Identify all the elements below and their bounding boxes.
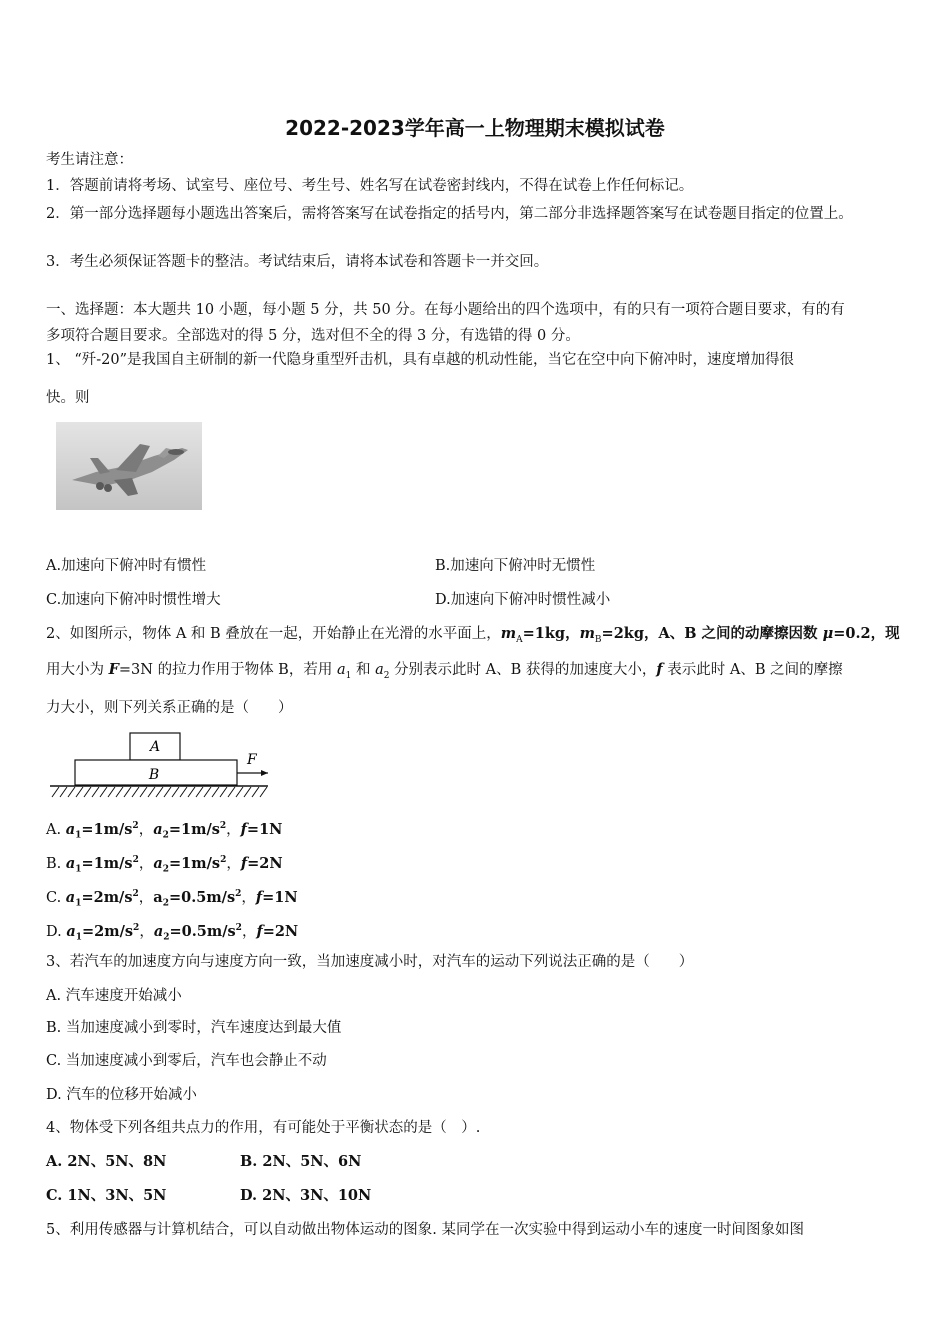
q2-option-a: A. $a_1=1m/s^2$，$a_2=1m/s^2$，f=1N bbox=[46, 820, 283, 841]
q1-option-d: D.加速向下俯冲时惯性减小 bbox=[435, 592, 611, 608]
q1-stem-line-2: 快。则 bbox=[46, 390, 90, 406]
q2-stem-line-3: 力大小，则下列关系正确的是（ ） bbox=[46, 700, 293, 716]
q2-stem-line-1: 2、如图所示，物体 A 和 B 叠放在一起，开始静止在光滑的水平面上，$m_A=1kg$，$m_B=2kg$，A、B 之间的动摩擦因数 μ=0.2，现 bbox=[46, 625, 900, 645]
q3-option-b: B. 当加速度减小到零时，汽车速度达到最大值 bbox=[46, 1020, 342, 1036]
page-title: 2022-2023学年高一上物理期末模拟试卷 bbox=[285, 116, 665, 140]
q1-option-b: B.加速向下俯冲时无惯性 bbox=[435, 558, 596, 574]
q4-option-a: A. 2N、5N、8N bbox=[46, 1153, 167, 1170]
q1-option-c: C.加速向下俯冲时惯性增大 bbox=[46, 592, 221, 608]
q4-option-d: D. 2N、3N、10N bbox=[240, 1187, 372, 1204]
q3-stem: 3、若汽车的加速度方向与速度方向一致，当加速度减小时，对汽车的运动下列说法正确的是（ ） bbox=[46, 954, 694, 970]
q2-option-c: C. $a_1=2m/s^2$，$a_2=0.5m/s^2$，f=1N bbox=[46, 888, 298, 909]
q2-option-d: D. $a_1=2m/s^2$，$a_2=0.5m/s^2$，f=2N bbox=[46, 922, 299, 943]
q2-option-b: B. $a_1=1m/s^2$，$a_2=1m/s^2$，f=2N bbox=[46, 854, 283, 875]
block-a-label: A bbox=[149, 739, 161, 755]
q3-option-d: D. 汽车的位移开始减小 bbox=[46, 1087, 197, 1103]
block-diagram bbox=[46, 728, 286, 800]
q4-option-b: B. 2N、5N、6N bbox=[240, 1153, 362, 1170]
q3-option-a: A. 汽车速度开始减小 bbox=[46, 988, 182, 1004]
q1-stem-line-1: 1、 “歼-20”是我国自主研制的新一代隐身重型歼击机，具有卓越的机动性能，当它在空中向下俯冲时，速度增加得很 bbox=[46, 352, 795, 368]
notice-item-3: 3．考生必须保证答题卡的整洁。考试结束后，请将本试卷和答题卡一并交回。 bbox=[46, 254, 549, 270]
block-b-label: B bbox=[148, 767, 160, 783]
q2-stem-line-2: 用大小为 F=3N 的拉力作用于物体 B，若用 $a_1$ 和 $a_2$ 分别表示此时 A、B 获得的加速度大小，f 表示此时 A、B 之间的摩擦 bbox=[46, 661, 843, 681]
force-label: F bbox=[247, 752, 257, 768]
q4-option-c: C. 1N、3N、5N bbox=[46, 1187, 167, 1204]
section-intro-line-2: 多项符合题目要求。全部选对的得 5 分，选对但不全的得 3 分，有选错的得 0 分。 bbox=[46, 328, 580, 344]
q5-stem: 5、利用传感器与计算机结合，可以自动做出物体运动的图象. 某同学在一次实验中得到运动小车的速度一时间图象如图 bbox=[46, 1222, 804, 1238]
section-intro-line-1: 一、选择题：本大题共 10 小题，每小题 5 分，共 50 分。在每小题给出的四个选项中，有的只有一项符合题目要求，有的有 bbox=[46, 302, 845, 318]
notice-item-1: 1．答题前请将考场、试室号、座位号、考生号、姓名写在试卷密封线内，不得在试卷上作任何标记。 bbox=[46, 178, 694, 194]
q4-stem: 4、物体受下列各组共点力的作用，有可能处于平衡状态的是（ ）. bbox=[46, 1120, 481, 1136]
notice-item-2: 2．第一部分选择题每小题选出答案后，需将答案写在试卷指定的括号内，第二部分非选择题答案写在试卷题目指定的位置上。 bbox=[46, 206, 853, 222]
q3-option-c: C. 当加速度减小到零后，汽车也会静止不动 bbox=[46, 1053, 327, 1069]
notice-header: 考生请注意： bbox=[46, 152, 133, 168]
ground-hatching bbox=[52, 787, 267, 797]
q1-option-a: A.加速向下俯冲时有惯性 bbox=[46, 558, 207, 574]
fighter-jet-image bbox=[56, 422, 202, 510]
